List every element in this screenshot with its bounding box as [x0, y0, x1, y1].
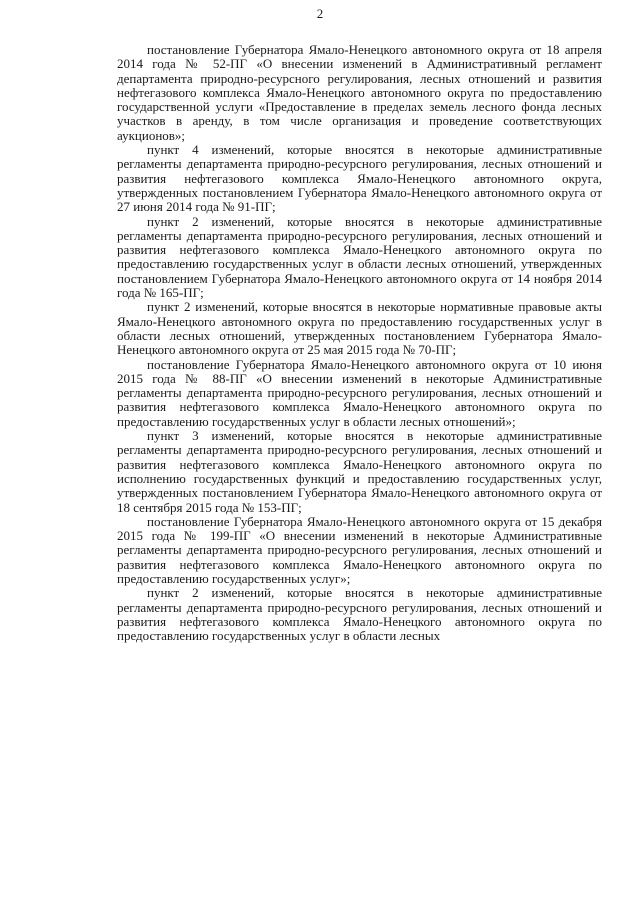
paragraph-6: пункт 3 изменений, которые вносятся в некоторые административные регламенты департамента природно-ресурсного регулирования, лесных отношений и развития нефтегазового комплекса Ямало-Ненецкого автономного округа по исполнению государственных функций и предоставлению государственных услуг, утвержденных постановлением Губернатора Ямало-Ненецкого автономного округа от 18 сентября 2015 года № 153-ПГ; — [117, 428, 602, 515]
paragraph-4: пункт 2 изменений, которые вносятся в некоторые нормативные правовые акты Ямало-Ненецкого автономного округа по предоставлению государственных услуг в области лесных отношений, утвержденных постановлением Губернатора Ямало-Ненецкого автономного округа от 25 мая 2015 года № 70-ПГ; — [117, 299, 602, 358]
paragraph-7: постановление Губернатора Ямало-Ненецкого автономного округа от 15 декабря 2015 года № 199-ПГ «О внесении изменений в некоторые Административные регламенты департамента природно-ресурсного регулирования, лесных отношений и развития нефтегазового комплекса Ямало-Ненецкого автономного округа по предоставлению государственных услуг»; — [117, 513, 602, 586]
paragraph-2: пункт 4 изменений, которые вносятся в некоторые административные регламенты департамента природно-ресурсного регулирования, лесных отношений и развития нефтегазового комплекса Ямало-Ненецкого автономного округа, утвержденных постановлением Губернатора Ямало-Ненецкого автономного округа от 27 июня 2014 года № 91-ПГ; — [117, 142, 602, 215]
paragraph-5: постановление Губернатора Ямало-Ненецкого автономного округа от 10 июня 2015 года № 88-ПГ «О внесении изменений в некоторые Административные регламенты департамента природно-ресурсного регулирования, лесных отношений и развития нефтегазового комплекса Ямало-Ненецкого автономного округа по предоставлению государственных услуг в области лесных отношений»; — [117, 356, 602, 429]
paragraph-1: постановление Губернатора Ямало-Ненецкого автономного округа от 18 апреля 2014 года № 52-ПГ «О внесении изменений в Административный регламент департамента природно-ресурсного регулирования, лесных отношений и развития нефтегазового комплекса Ямало-Ненецкого автономного округа по предоставлению государственной услуги «Предоставление в пределах земель лесного фонда лесных участков в аренду, в том числе организация и проведение соответствующих аукционов»; — [117, 42, 602, 143]
paragraph-3: пункт 2 изменений, которые вносятся в некоторые административные регламенты департамента природно-ресурсного регулирования, лесных отношений и развития нефтегазового комплекса Ямало-Ненецкого автономного округа по предоставлению государственных услуг в области лесных отношений, утвержденных постановлением Губернатора Ямало-Ненецкого автономного округа от 14 ноября 2014 года № 165-ПГ; — [117, 213, 602, 301]
page-number: 2 — [316, 6, 324, 21]
paragraph-8: пункт 2 изменений, которые вносятся в некоторые административные регламенты департамента природно-ресурсного регулирования, лесных отношений и развития нефтегазового комплекса Ямало-Ненецкого автономного округа по предоставлению государственных услуг в области лесных — [117, 585, 602, 644]
document-body — [117, 43, 602, 643]
